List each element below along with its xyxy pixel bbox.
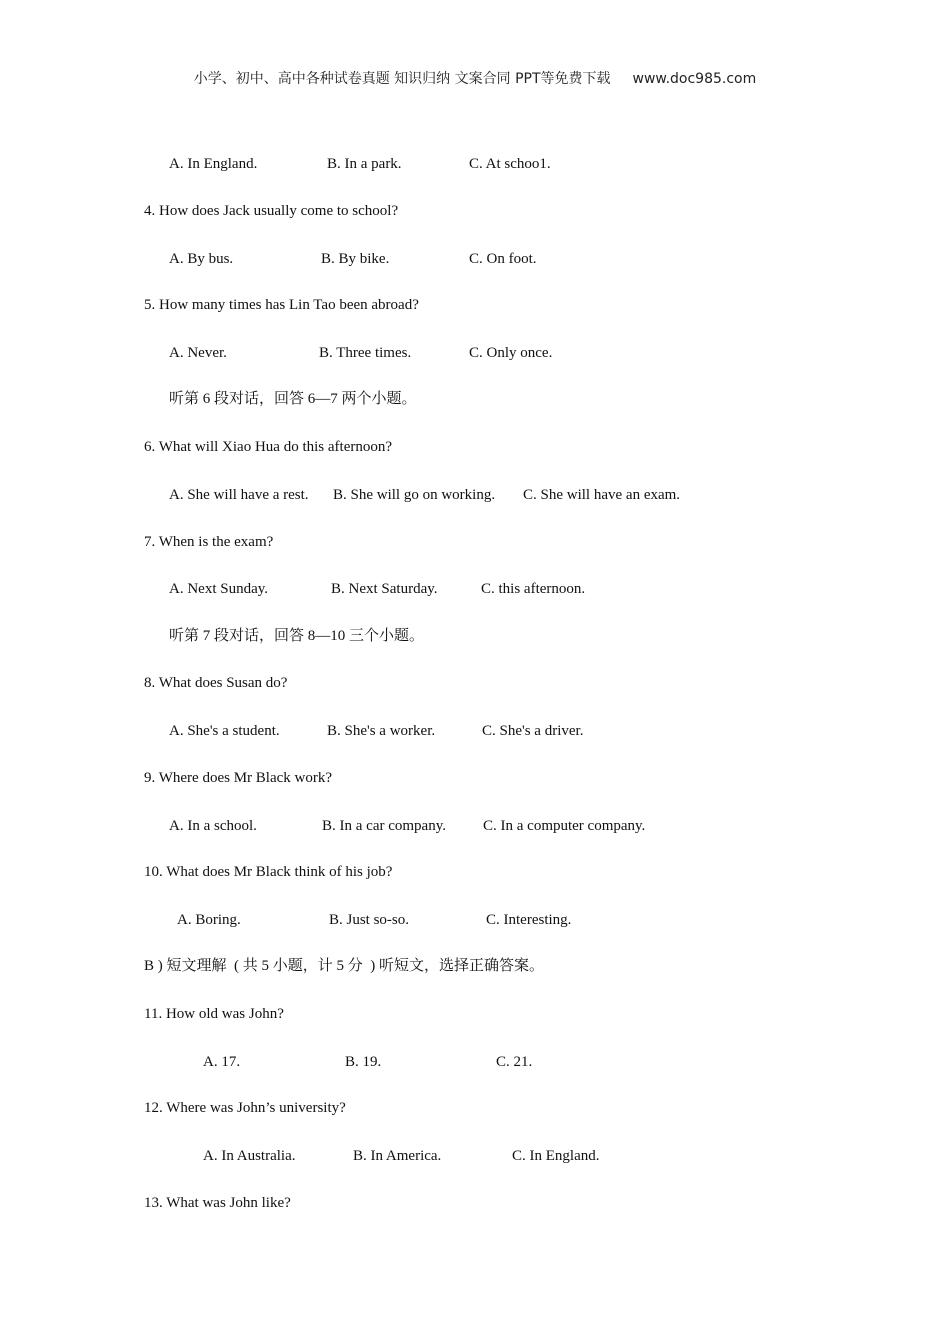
q7-option-b: B. Next Saturday. bbox=[331, 581, 438, 597]
page-header bbox=[0, 68, 950, 88]
q3-option-b: B. In a park. bbox=[327, 156, 402, 172]
q5-option-b: B. Three times. bbox=[319, 345, 412, 361]
q10-option-b: B. Just so-so. bbox=[329, 912, 410, 928]
q9-option-b: B. In a car company. bbox=[322, 818, 446, 834]
q3-option-a: A. In England. bbox=[169, 156, 258, 172]
q10-option-c: C. Interesting. bbox=[486, 912, 572, 928]
section-b-heading: B ) 短文理解 ( 共 5 小题，计 5 分 ) 听短文，选择正确答案。 bbox=[144, 958, 544, 974]
dialogue-6-instruction: 听第 6 段对话，回答 6—7 两个小题。 bbox=[169, 391, 417, 407]
header-text: 小学、初中、高中各种试卷真题 知识归纳 文案合同 PPT等免费下载 bbox=[193, 71, 611, 87]
q8-option-a: A. She's a student. bbox=[169, 723, 280, 739]
q11-question: 11. How old was John? bbox=[144, 1006, 284, 1022]
q4-option-c: C. On foot. bbox=[469, 251, 537, 267]
q13-question: 13. What was John like? bbox=[144, 1195, 291, 1211]
q11-option-c: C. 21. bbox=[496, 1054, 533, 1070]
q7-option-c: C. this afternoon. bbox=[481, 581, 586, 597]
q5-option-c: C. Only once. bbox=[469, 345, 553, 361]
q6-option-b: B. She will go on working. bbox=[333, 487, 496, 503]
q9-question: 9. Where does Mr Black work? bbox=[144, 770, 332, 786]
q8-option-c: C. She's a driver. bbox=[482, 723, 584, 739]
dialogue-7-instruction: 听第 7 段对话，回答 8—10 三个小题。 bbox=[169, 628, 425, 644]
q10-option-a: A. Boring. bbox=[177, 912, 241, 928]
q12-option-a: A. In Australia. bbox=[203, 1148, 296, 1164]
q5-option-a: A. Never. bbox=[169, 345, 227, 361]
q11-option-b: B. 19. bbox=[345, 1054, 382, 1070]
q12-question: 12. Where was John’s university? bbox=[144, 1100, 346, 1116]
q9-option-c: C. In a computer company. bbox=[483, 818, 646, 834]
q12-option-b: B. In America. bbox=[353, 1148, 442, 1164]
q4-option-a: A. By bus. bbox=[169, 251, 234, 267]
q6-option-a: A. She will have a rest. bbox=[169, 487, 309, 503]
q10-question: 10. What does Mr Black think of his job? bbox=[144, 864, 393, 880]
q8-question: 8. What does Susan do? bbox=[144, 675, 288, 691]
q9-option-a: A. In a school. bbox=[169, 818, 257, 834]
q3-option-c: C. At schoo1. bbox=[469, 156, 551, 172]
q6-question: 6. What will Xiao Hua do this afternoon? bbox=[144, 439, 392, 455]
q7-option-a: A. Next Sunday. bbox=[169, 581, 269, 597]
q5-question: 5. How many times has Lin Tao been abroad? bbox=[144, 297, 419, 313]
q8-option-b: B. She's a worker. bbox=[327, 723, 436, 739]
q12-option-c: C. In England. bbox=[512, 1148, 600, 1164]
header-url[interactable]: www.doc985.com bbox=[632, 71, 757, 87]
q11-option-a: A. 17. bbox=[203, 1054, 241, 1070]
q4-option-b: B. By bike. bbox=[321, 251, 390, 267]
q6-option-c: C. She will have an exam. bbox=[523, 487, 681, 503]
q4-question: 4. How does Jack usually come to school? bbox=[144, 203, 399, 219]
q7-question: 7. When is the exam? bbox=[144, 534, 274, 550]
